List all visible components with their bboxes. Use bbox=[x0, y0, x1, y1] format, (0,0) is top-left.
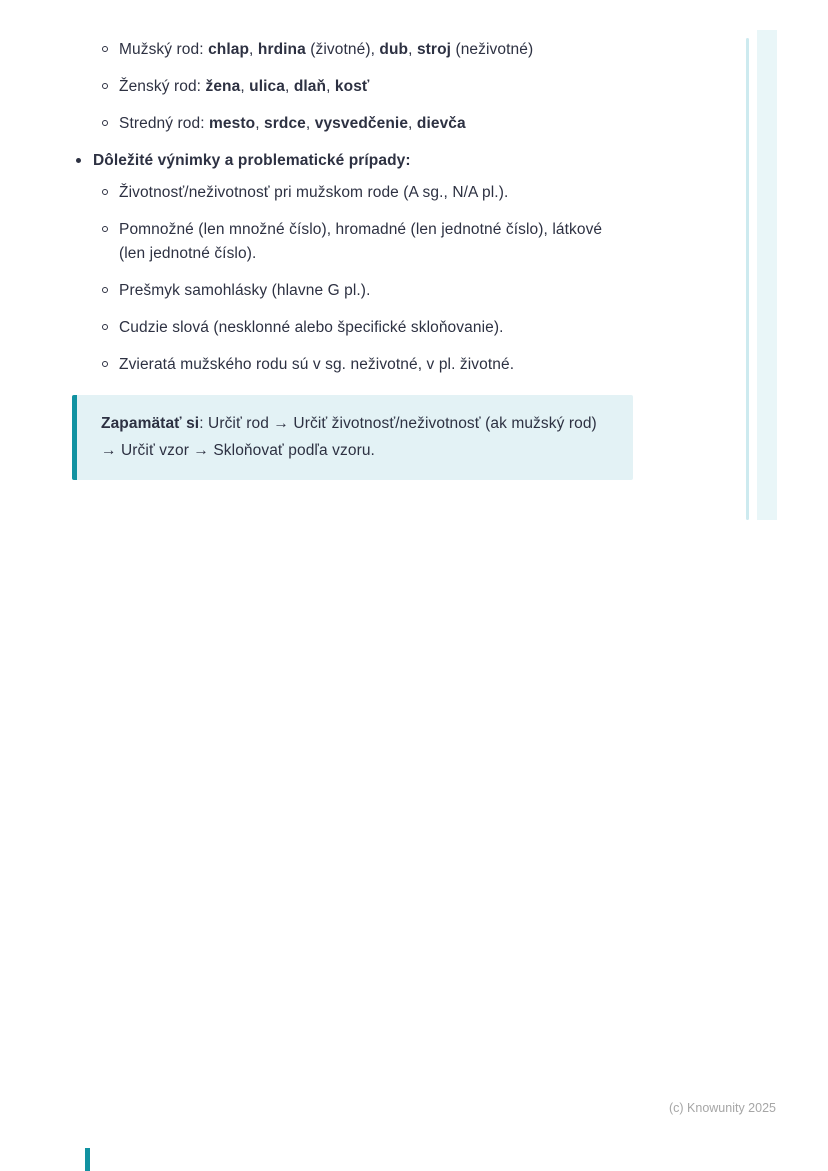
circle-bullet-icon bbox=[102, 120, 108, 126]
circle-bullet-icon bbox=[102, 361, 108, 367]
list-item-text: Zvieratá mužského rodu sú v sg. neživotné, v pl. životné. bbox=[119, 356, 515, 373]
list-item bbox=[102, 279, 828, 303]
list-item bbox=[102, 181, 828, 205]
exceptions-list bbox=[0, 181, 828, 377]
notes-content bbox=[0, 38, 828, 480]
list-item bbox=[102, 112, 828, 136]
gender-list bbox=[0, 38, 828, 136]
exceptions-heading-item bbox=[0, 149, 828, 173]
circle-bullet-icon bbox=[102, 83, 108, 89]
footer-copyright: (c) Knowunity 2025 bbox=[668, 1101, 776, 1115]
callout-text: Zapamätať si: Určiť rod → Určiť životnosť/neživotnosť (ak mužský rod) → Určiť vzor → Skloňovať podľa vzoru. bbox=[101, 415, 597, 459]
circle-bullet-icon bbox=[102, 324, 108, 330]
list-item-text: Prešmyk samohlásky (hlavne G pl.). bbox=[119, 282, 371, 299]
circle-bullet-icon bbox=[102, 226, 108, 232]
circle-bullet-icon bbox=[102, 189, 108, 195]
list-item-text: Životnosť/neživotnosť pri mužskom rode (A sg., N/A pl.). bbox=[119, 184, 509, 201]
list-item bbox=[102, 38, 828, 62]
list-item-text: Ženský rod: žena, ulica, dlaň, kosť bbox=[119, 78, 370, 95]
callout-box bbox=[72, 395, 633, 480]
list-item-text: Pomnožné (len množné číslo), hromadné (len jednotné číslo), látkové (len jednotné číslo). bbox=[119, 221, 603, 262]
circle-bullet-icon bbox=[102, 46, 108, 52]
list-item-text: Cudzie slová (nesklonné alebo špecifické skloňovanie). bbox=[119, 319, 504, 336]
list-item bbox=[102, 316, 828, 340]
disc-bullet-icon bbox=[76, 158, 81, 163]
list-item-text: Stredný rod: mesto, srdce, vysvedčenie, dievča bbox=[119, 115, 466, 132]
next-page-callout-border bbox=[85, 1148, 90, 1171]
exceptions-heading: Dôležité výnimky a problematické prípady: bbox=[93, 152, 411, 169]
list-item bbox=[102, 75, 828, 99]
list-item-text: Mužský rod: chlap, hrdina (životné), dub, stroj (neživotné) bbox=[119, 41, 534, 58]
circle-bullet-icon bbox=[102, 287, 108, 293]
list-item bbox=[102, 218, 828, 266]
list-item bbox=[102, 353, 828, 377]
